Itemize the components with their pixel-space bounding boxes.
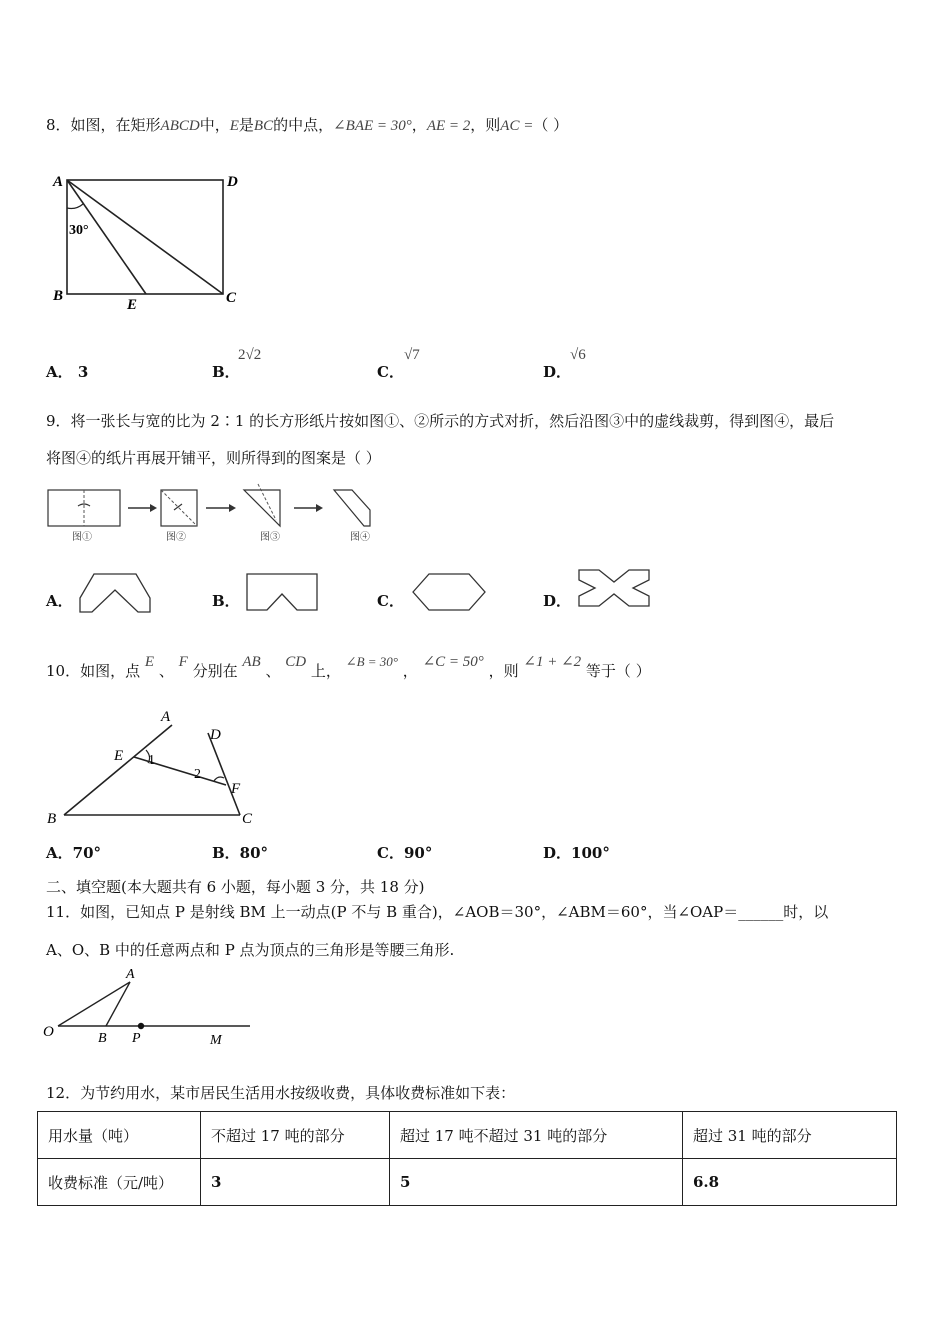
q8-label-c: C	[226, 290, 237, 306]
q11-line1: 11．如图，已知点 P 是射线 BM 上一动点(P 不与 B 重合)，∠AOB＝30°，∠ABM＝60°，当∠OAP＝______时，以	[46, 903, 829, 921]
q10-label-c: C	[242, 811, 253, 827]
q9-line2: 将图④的纸片再展开铺平，则所得到的图案是（ ）	[46, 449, 381, 467]
table-cell: 超过 31 吨的部分	[683, 1112, 897, 1159]
q9-option-d[interactable]: D．	[543, 592, 572, 610]
table-row	[38, 1159, 897, 1206]
section-2-heading: 二、填空题(本大题共有 6 小题，每小题 3 分，共 18 分)	[46, 878, 425, 896]
table-cell: 不超过 17 吨的部分	[201, 1112, 390, 1159]
q10-option-b[interactable]: B．80°	[212, 844, 269, 862]
table-cell: 超过 17 吨不超过 31 吨的部分	[390, 1112, 683, 1159]
q11-label-b: B	[98, 1031, 107, 1046]
table-cell: 用水量（吨）	[38, 1112, 201, 1159]
q9-option-a-shape[interactable]	[78, 570, 152, 614]
q10-label-e: E	[114, 748, 124, 764]
q10-stem: 10．如图，点 E 、 F 分别在 AB 、 CD 上， ∠B = 30° ， ∠C = 50° ，则 ∠1 + ∠2 等于（ ）	[46, 654, 651, 680]
q9-line1: 9．将一张长与宽的比为 2∶1 的长方形纸片按如图①、②所示的方式对折，然后沿图③中的虚线裁剪，得到图④，最后	[46, 412, 835, 430]
q8-label-b: B	[53, 288, 64, 304]
q9-fig1-label: 图①	[72, 532, 92, 543]
q9-fig4-label: 图④	[350, 532, 370, 543]
q8-figure	[50, 168, 250, 318]
table-header-row	[38, 1112, 897, 1159]
q10-label-b: B	[47, 811, 57, 827]
q8-option-b-value: 2√2	[238, 347, 262, 363]
q11-label-m: M	[210, 1033, 222, 1048]
q9-option-b-shape[interactable]	[245, 572, 321, 614]
q10-label-1: 1	[148, 753, 155, 768]
q11-label-p: P	[132, 1031, 141, 1046]
q9-option-b[interactable]: B．	[212, 592, 240, 610]
q10-option-a[interactable]: A．70°	[46, 844, 102, 862]
q10-label-a: A	[161, 709, 171, 725]
q8-option-a[interactable]: A． 3	[46, 363, 89, 381]
q9-figure	[46, 480, 386, 545]
q11-label-o: O	[43, 1024, 54, 1040]
q9-fig2-label: 图②	[166, 532, 186, 543]
q8-angle-label: 30°	[69, 223, 89, 238]
q8-label-e: E	[127, 297, 138, 313]
table-cell: 5	[390, 1159, 683, 1206]
table-cell: 3	[201, 1159, 390, 1206]
q9-option-d-shape[interactable]	[577, 568, 653, 610]
q10-figure	[44, 705, 274, 835]
q10-label-2: 2	[194, 767, 201, 782]
q8-stem: 8．如图，在矩形ABCD中，E是BC的中点，∠BAE = 30°，AE = 2，则AC =（ ）	[46, 116, 569, 134]
q11-figure	[40, 966, 260, 1048]
q10-label-d: D	[210, 727, 221, 743]
q8-option-b[interactable]: B．	[212, 363, 240, 381]
q12-fee-table	[37, 1111, 897, 1206]
q8-option-d-value: √6	[570, 347, 586, 363]
q8-option-d[interactable]: D．	[543, 363, 572, 381]
table-cell: 收费标准（元/吨）	[38, 1159, 201, 1206]
q11-line2: A、O、B 中的任意两点和 P 点为顶点的三角形是等腰三角形.	[46, 941, 455, 959]
q9-option-a[interactable]: A．	[46, 592, 73, 610]
q8-label-d: D	[227, 174, 238, 190]
q9-option-c[interactable]: C．	[377, 592, 404, 610]
q9-fig3-label: 图③	[260, 532, 280, 543]
q8-option-c[interactable]: C．	[377, 363, 404, 381]
q10-label-f: F	[231, 781, 241, 797]
q8-label-a: A	[53, 174, 64, 190]
q10-option-d[interactable]: D．100°	[543, 844, 610, 862]
q9-option-c-shape[interactable]	[411, 572, 489, 614]
q8-option-c-value: √7	[404, 347, 420, 363]
q10-option-c[interactable]: C．90°	[377, 844, 433, 862]
q11-label-a: A	[126, 967, 135, 982]
table-cell: 6.8	[683, 1159, 897, 1206]
q12-intro: 12．为节约用水，某市居民生活用水按级收费，具体收费标准如下表：	[46, 1084, 516, 1102]
